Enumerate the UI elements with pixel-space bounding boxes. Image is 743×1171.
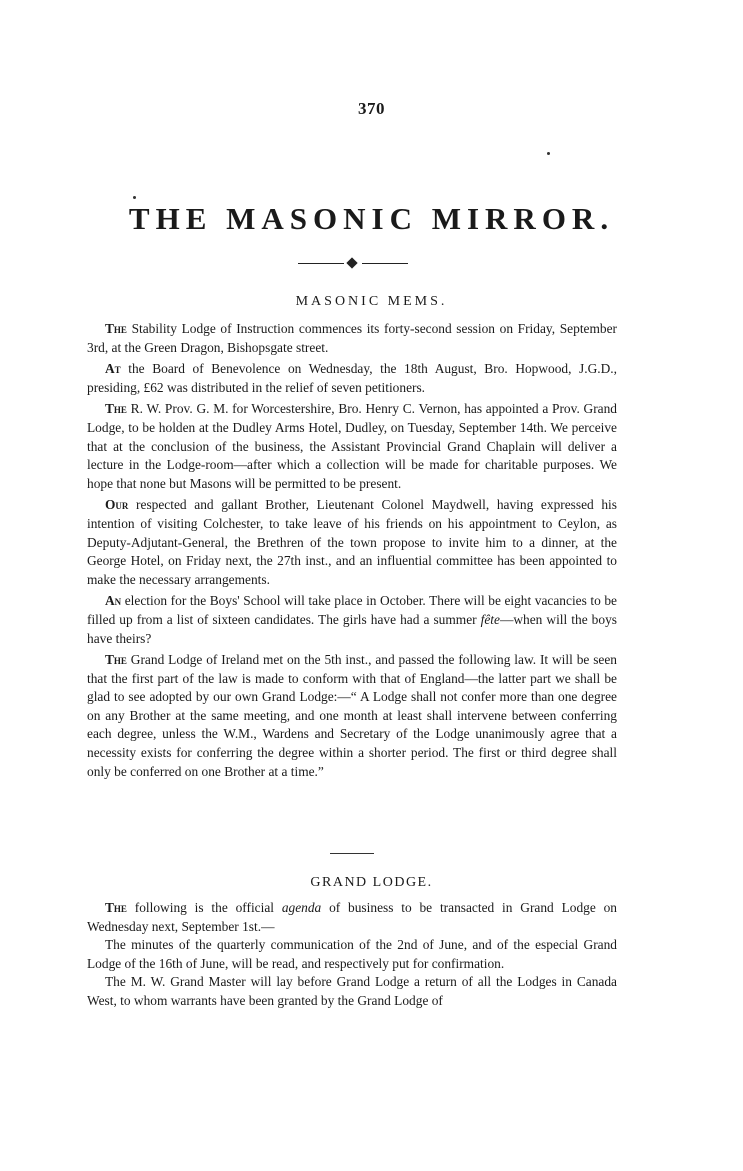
paragraph-text: R. W. Prov. G. M. for Worcestershire, Bro. Henry C. Vernon, has appointed a Prov. Grand Lodge, to be holden at the Dudley Arms Hotel, Dudley, on Tuesday, September 14th. We perceive that at the conclusion of the business, the Assistant Provincial Grand Chaplain will deliver a lecture in the Lodge-room—after which a collection will be made for charitable purposes. We hope that none but Masons will be permitted to be present.: [87, 401, 617, 491]
paragraph-lead: Our: [105, 497, 129, 513]
ornament-divider: [298, 258, 408, 270]
paragraph-text: respected and gallant Brother, Lieutenant Colonel Maydwell, having expressed his intention of visiting Colchester, to take leave of his friends on his appointment to Ceylon, as Deputy-Adjutant-General, the Brethren of the town propose to invite him to a dinner, at the George Hotel, on Friday next, the 27th inst., and an influential committee has been appointed to make the necessary arrangements.: [87, 497, 617, 587]
paragraph-lead: The: [105, 652, 127, 668]
paragraph: [87, 651, 617, 781]
paragraph: [87, 360, 617, 397]
paragraph-text: election for the Boys' School will take place in October. There will be eight vacancies to be filled up from a list of sixteen candidates. The girls have had a summer: [87, 593, 617, 627]
paragraph-tail: of business to be transacted in Grand Lodge on Wednesday next, September 1st.—: [87, 900, 617, 934]
paragraph-emphasis: agenda: [281, 900, 322, 915]
paragraph-lead: An: [105, 593, 122, 609]
journal-title: THE MASONIC MIRROR.: [128, 201, 615, 236]
ornament-rule-left: [298, 263, 344, 264]
paragraph-lead: The: [105, 321, 127, 336]
paragraph-text: The minutes of the quarterly communication of the 2nd of June, and of the especial Grand Lodge of the 16th of June, will be read, and respectively put for confirmation.: [87, 937, 617, 971]
paragraph: [87, 973, 617, 1010]
paragraph-text: Grand Lodge of Ireland met on the 5th inst., and passed the following law. It will be seen that the first part of the law is made to conform with that of England—the latter part we shall be glad to see adopted by our own Grand Lodge:—“ A Lodge shall not confer more than one degree on any Brother at the same meeting, and one month at least shall intervene between conferring each degree, unless the W.M., Wardens and Secretary of the Lodge unanimously agree that a necessity exists for conferring the degree within a shorter period. The first or third degree shall only be conferred on one Brother at a time.”: [87, 652, 617, 779]
paragraph-text: the Board of Benevolence on Wednesday, the 18th August, Bro. Hopwood, J.G.D., presiding, £62 was distributed in the relief of seven petitioners.: [87, 361, 617, 395]
paragraph: [87, 592, 617, 648]
paragraph: [87, 899, 617, 936]
paragraph-text: The M. W. Grand Master will lay before Grand Lodge a return of all the Lodges in Canada West, to whom warrants have been granted by the Grand Lodge of: [87, 974, 617, 1008]
print-speck: [547, 152, 550, 155]
paragraph: [87, 936, 617, 973]
paragraph-lead: The: [105, 900, 127, 915]
diamond-ornament-icon: [346, 257, 357, 268]
paragraph-text: following is the official: [126, 900, 282, 915]
paragraph-text: Stability Lodge of Instruction commences its forty-second session on Friday, September 3rd, at the Green Dragon, Bishopsgate street.: [87, 321, 617, 355]
paragraph-emphasis: fête: [480, 611, 500, 627]
paragraph: [87, 496, 617, 589]
section-heading-masonic-mems: MASONIC MEMS.: [295, 294, 448, 309]
section-divider: [330, 853, 374, 854]
page-number: 370: [358, 99, 385, 118]
paragraph-lead: The: [105, 401, 127, 417]
paragraph: [87, 320, 617, 357]
paragraph: [87, 400, 617, 493]
print-speck: [133, 196, 136, 199]
paragraph-tail: —when will the boys have theirs?: [87, 611, 617, 646]
ornament-rule-right: [362, 263, 408, 264]
grand-lodge-text: [87, 899, 617, 1011]
masonic-mems-text: [87, 320, 617, 781]
section-heading-grand-lodge: GRAND LODGE.: [310, 875, 433, 890]
paragraph-lead: At: [105, 361, 121, 377]
